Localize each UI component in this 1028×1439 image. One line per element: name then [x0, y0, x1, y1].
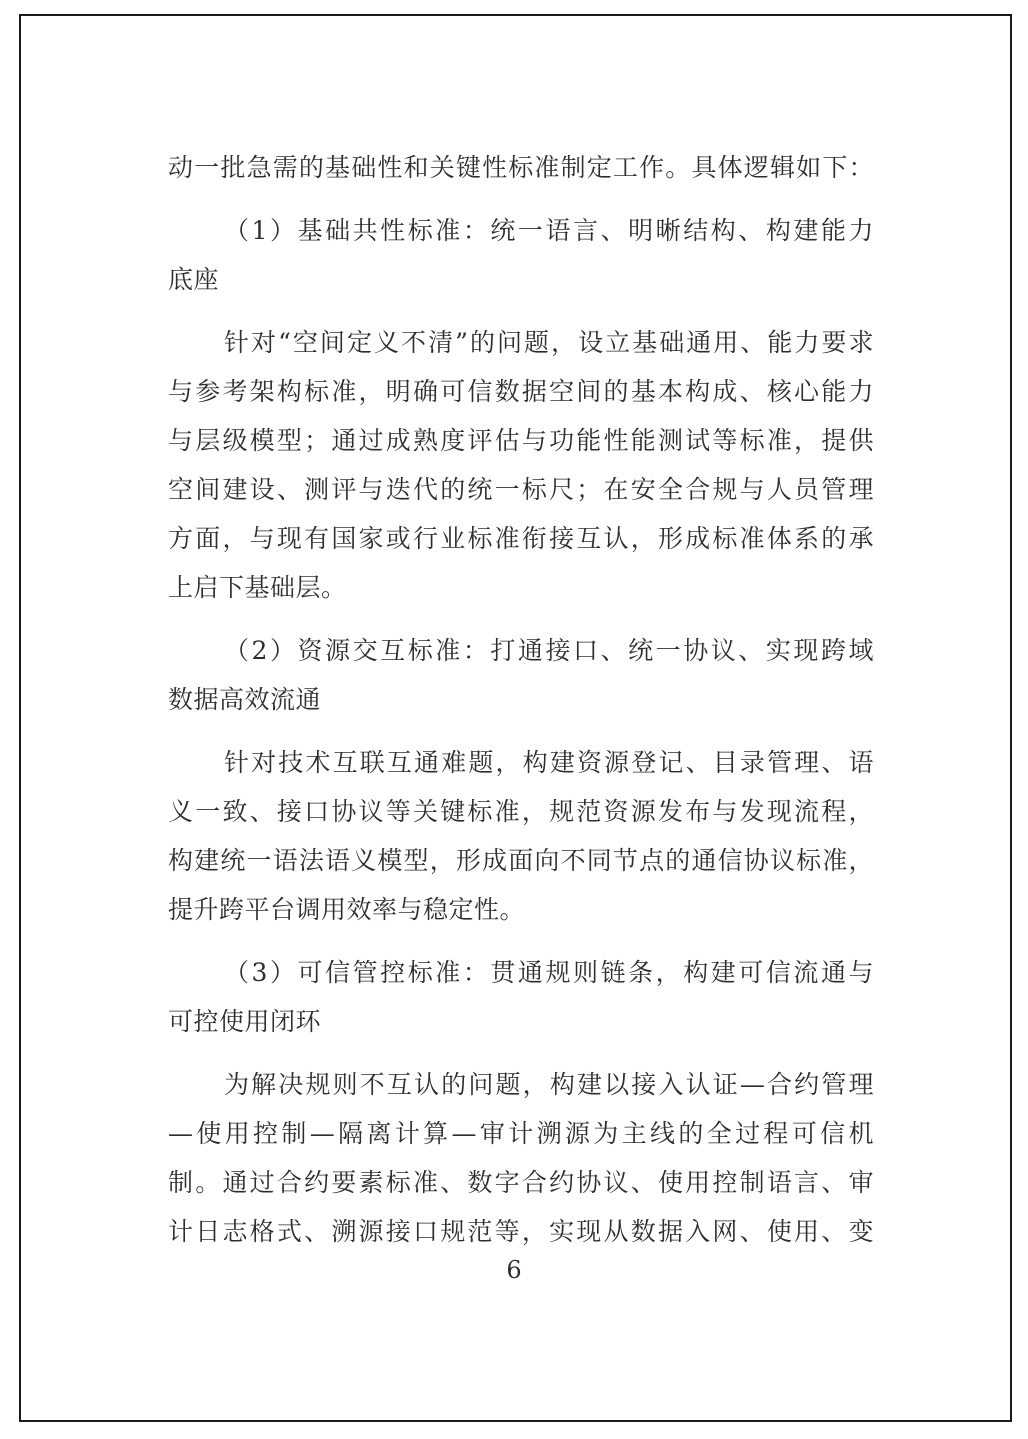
text-line: 数据高效流通	[168, 685, 322, 714]
text-line: 为解决规则不互认的问题，构建以接入认证—合约管理	[224, 1070, 874, 1099]
paragraph	[168, 948, 874, 1046]
text-line: 义一致、接口协议等关键标准，规范资源发布与发现流程，	[168, 797, 874, 826]
text-line: 动一批急需的基础性和关键性标准制定工作。具体逻辑如下：	[168, 153, 874, 182]
text-line: （3）可信管控标准：贯通规则链条，构建可信流通与	[224, 958, 874, 987]
text-line: 制。通过合约要素标准、数字合约协议、使用控制语言、审	[168, 1168, 874, 1197]
text-line: 与层级模型；通过成熟度评估与功能性能测试等标准，提供	[168, 426, 874, 455]
text-body	[168, 143, 874, 1256]
paragraph	[168, 318, 874, 612]
text-line: 空间建设、测评与迭代的统一标尺；在安全合规与人员管理	[168, 475, 874, 504]
paragraph	[168, 1060, 874, 1256]
paragraph	[168, 626, 874, 724]
page-number: 6	[506, 1256, 522, 1284]
paragraph	[168, 206, 874, 304]
paragraph	[168, 143, 874, 192]
text-line: 可控使用闭环	[168, 1007, 322, 1036]
text-line: 构建统一语法语义模型，形成面向不同节点的通信协议标准，	[168, 846, 874, 875]
text-line: 针对技术互联互通难题，构建资源登记、目录管理、语	[224, 748, 874, 777]
text-line: 上启下基础层。	[168, 573, 347, 602]
text-line: 提升跨平台调用效率与稳定性。	[168, 895, 526, 924]
paragraph	[168, 738, 874, 934]
text-line: 底座	[168, 265, 220, 294]
text-line: 与参考架构标准，明确可信数据空间的基本构成、核心能力	[168, 377, 874, 406]
text-line: （1）基础共性标准：统一语言、明晰结构、构建能力	[224, 216, 874, 245]
text-line: （2）资源交互标准：打通接口、统一协议、实现跨域	[224, 636, 874, 665]
text-line: 方面，与现有国家或行业标准衔接互认，形成标准体系的承	[168, 524, 874, 553]
text-line: —使用控制—隔离计算—审计溯源为主线的全过程可信机	[168, 1119, 874, 1148]
text-line: 计日志格式、溯源接口规范等，实现从数据入网、使用、变	[168, 1217, 874, 1246]
text-line: 针对“空间定义不清”的问题，设立基础通用、能力要求	[224, 328, 874, 357]
